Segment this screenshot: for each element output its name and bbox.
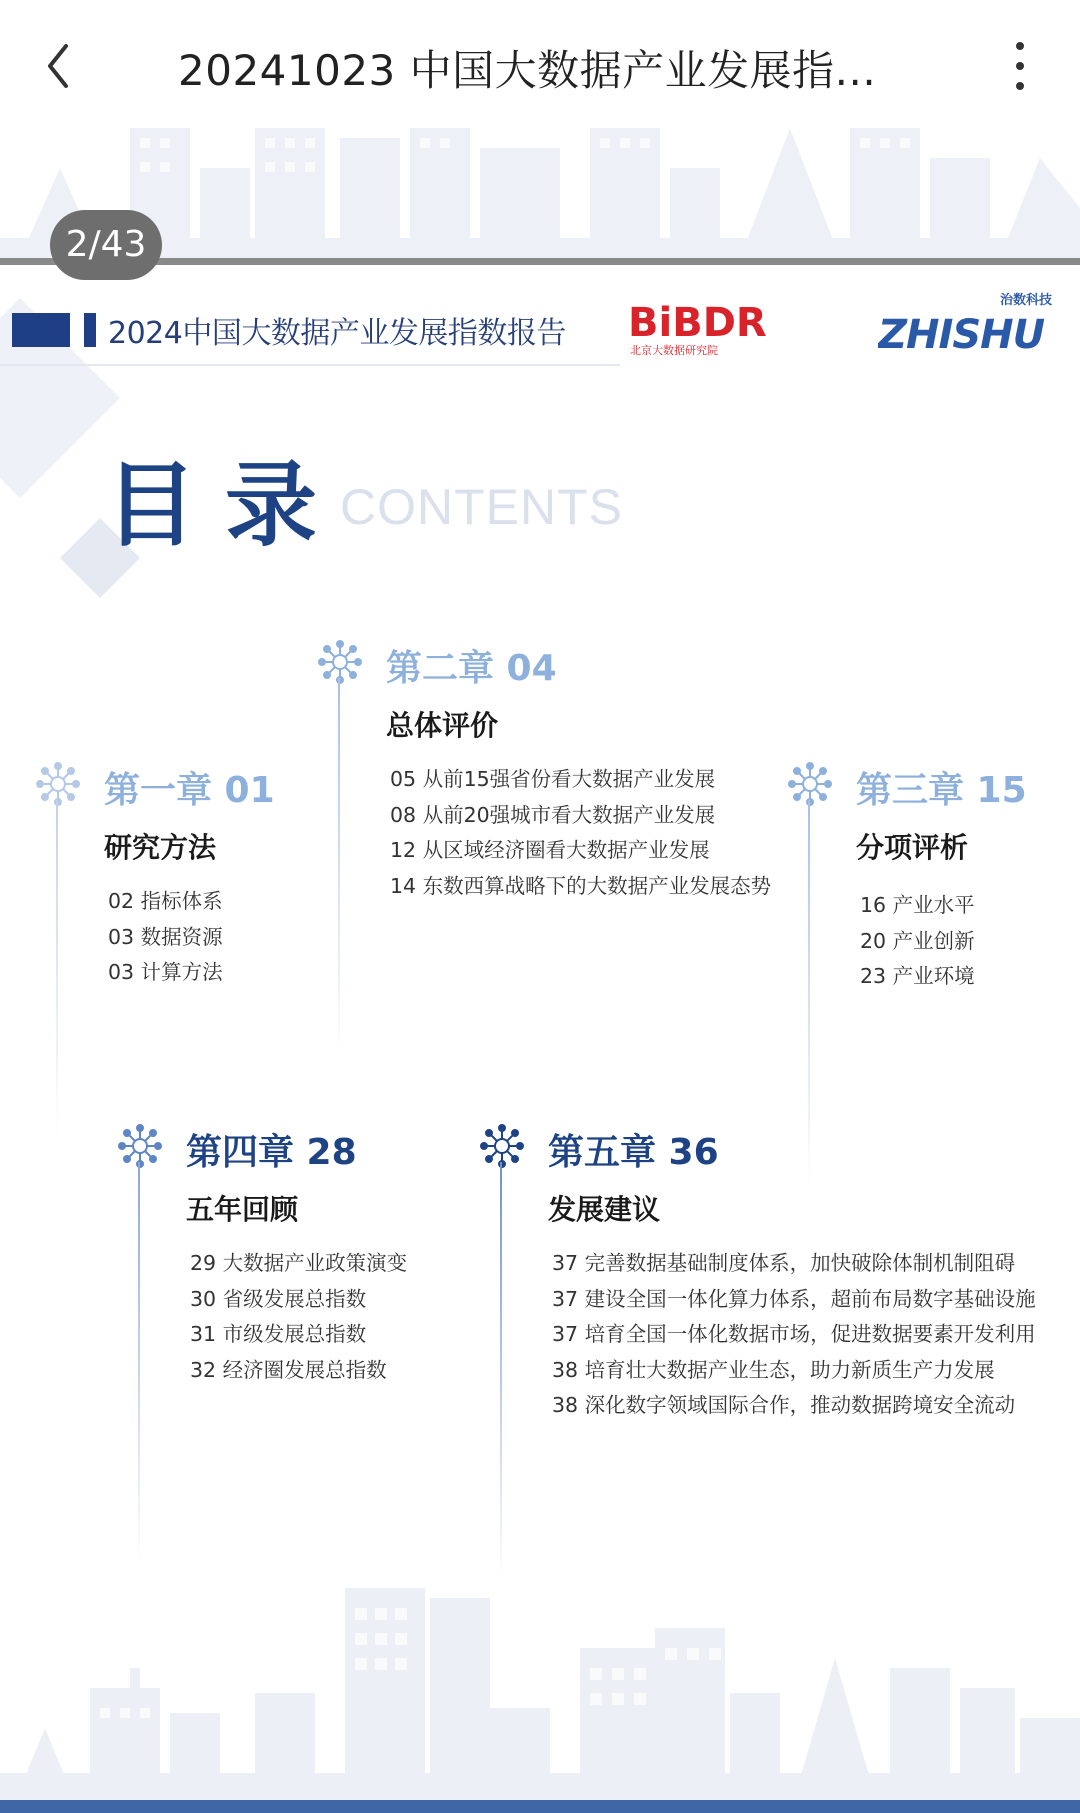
more-vertical-icon	[1016, 42, 1024, 50]
chapter-heading: 第五章 36	[548, 1132, 719, 1173]
chapter-items	[860, 888, 975, 995]
toc-subtitle: CONTENTS	[340, 479, 623, 535]
chapter-name: 发展建议	[548, 1193, 661, 1226]
chapter-name: 分项评析	[856, 831, 969, 864]
toc-item[interactable]: 37 完善数据基础制度体系，加快破除体制机制阻碍	[552, 1251, 1016, 1275]
chapter-heading: 第四章 28	[186, 1132, 357, 1173]
zhishu-logo	[878, 290, 1060, 356]
toc-item[interactable]: 14 东数西算战略下的大数据产业发展态势	[390, 873, 772, 898]
chapter-5[interactable]	[480, 1124, 1075, 1584]
header-accent-bar	[84, 313, 96, 347]
page-separator	[0, 258, 1080, 265]
svg-text:BiBDR: BiBDR	[628, 300, 767, 346]
chapter-items	[190, 1246, 407, 1388]
page-counter: 2/43	[50, 210, 162, 280]
chevron-left-icon	[40, 40, 80, 92]
page-bottom-band	[0, 1800, 1080, 1813]
network-burst-icon	[118, 1124, 162, 1168]
document-title: 20241023 中国大数据产业发展指...	[178, 46, 877, 95]
toc-item[interactable]: 12 从区域经济圈看大数据产业发展	[390, 838, 710, 862]
toc-item[interactable]: 37 培育全国一体化数据市场，促进数据要素开发利用	[552, 1322, 1036, 1346]
header-underline	[0, 364, 620, 366]
skyline-top-illustration	[0, 128, 1080, 258]
toc-item[interactable]: 30 省级发展总指数	[190, 1286, 367, 1311]
svg-text:北京大数据研究院: 北京大数据研究院	[630, 344, 718, 357]
svg-text:治数科技: 治数科技	[1000, 293, 1053, 308]
network-burst-icon	[480, 1124, 524, 1168]
toc-item[interactable]: 23 产业环境	[860, 964, 975, 988]
toc-item[interactable]: 32 经济圈发展总指数	[190, 1357, 387, 1382]
chapter-items	[552, 1246, 1036, 1424]
toc-item[interactable]: 20 产业创新	[860, 928, 975, 953]
toc-item[interactable]: 38 培育壮大数据产业生态，助力新质生产力发展	[552, 1357, 995, 1382]
app-bar	[0, 0, 1080, 128]
toc-item[interactable]: 02 指标体系	[108, 889, 223, 913]
chapter-name: 五年回顾	[186, 1193, 299, 1226]
toc-title: 目录	[105, 451, 346, 559]
header-accent-block	[12, 313, 70, 347]
chapter-4[interactable]	[118, 1124, 458, 1544]
chapter-heading: 第三章 15	[856, 770, 1027, 811]
toc-item[interactable]: 08 从前20强城市看大数据产业发展	[390, 802, 716, 827]
back-button[interactable]	[40, 40, 80, 92]
network-burst-icon	[788, 762, 832, 806]
chapter-heading: 第二章 04	[386, 648, 557, 689]
chapter-1[interactable]	[36, 762, 296, 1142]
toc-item[interactable]: 03 数据资源	[108, 924, 223, 949]
chapter-items	[390, 762, 771, 904]
chapter-name: 研究方法	[104, 831, 217, 864]
toc-item[interactable]: 03 计算方法	[108, 960, 223, 984]
chapter-2[interactable]	[318, 640, 778, 1040]
network-burst-icon	[318, 640, 362, 684]
toc-item[interactable]: 16 产业水平	[860, 893, 975, 917]
toc-item[interactable]: 37 建设全国一体化算力体系，超前布局数字基础设施	[552, 1286, 1036, 1311]
chapter-heading: 第一章 01	[104, 770, 275, 811]
toc-item[interactable]: 31 市级发展总指数	[190, 1322, 367, 1346]
network-burst-icon	[36, 762, 80, 806]
toc-item[interactable]: 29 大数据产业政策演变	[190, 1251, 408, 1275]
chapter-timeline	[138, 1162, 140, 1562]
more-options-button[interactable]	[1000, 38, 1040, 94]
bibdr-logo	[628, 300, 850, 358]
toc-item[interactable]: 05 从前15强省份看大数据产业发展	[390, 767, 716, 791]
chapter-items	[108, 884, 223, 991]
report-title: 2024中国大数据产业发展指数报告	[108, 316, 566, 351]
chapter-timeline	[338, 678, 340, 1058]
chapter-3[interactable]	[788, 762, 1068, 1162]
toc-item[interactable]: 38 深化数字领域国际合作，推动数据跨境安全流动	[552, 1393, 1016, 1417]
chapter-timeline	[56, 800, 58, 1140]
chapter-timeline	[500, 1162, 502, 1582]
svg-text:ZHISHU: ZHISHU	[878, 312, 1045, 356]
chapter-name: 总体评价	[386, 709, 499, 742]
